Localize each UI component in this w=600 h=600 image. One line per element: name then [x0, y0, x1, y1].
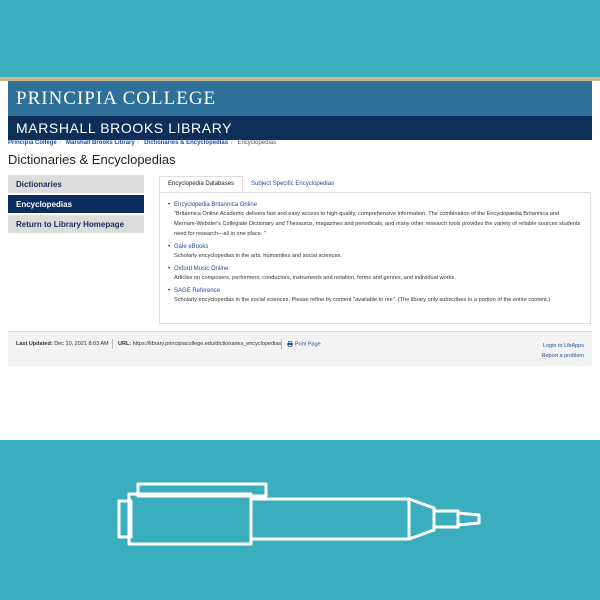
printer-icon	[287, 341, 293, 347]
tab-bar	[159, 176, 342, 192]
side-nav	[8, 175, 144, 235]
divider	[281, 339, 282, 349]
banner	[8, 81, 592, 140]
print-page-label: Print Page	[295, 341, 321, 348]
entry-description: Scholarly encyclopedias in the arts, humanities and social sciences.	[174, 253, 342, 259]
breadcrumb-current: Encyclopedias	[237, 140, 277, 146]
footer	[8, 331, 592, 366]
entry-description: Articles on composers, performers, conductors, instruments and notation, forms and genres, and individual works.	[174, 275, 456, 281]
sidebar-item-encyclopedias[interactable]: Encyclopedias	[8, 195, 144, 213]
page-url	[118, 341, 281, 347]
sidebar-item-return-home[interactable]: Return to Library Homepage	[8, 215, 144, 233]
banner-college[interactable]	[8, 81, 592, 116]
library-name: MARSHALL BROOKS LIBRARY	[16, 120, 233, 136]
link-sage-reference[interactable]: SAGE Reference	[174, 288, 221, 294]
last-updated-value: Dec 10, 2021 8:03 AM	[54, 341, 109, 347]
entry-description: Scholarly encyclopedias in the social sciences. Please refine by content "available to me". (The library only subscribes to a portion of the entire content.)	[174, 297, 551, 303]
last-updated-label: Last Updated:	[16, 341, 53, 347]
pen-icon	[0, 440, 600, 600]
footer-links	[542, 341, 585, 361]
tab-panel	[159, 192, 591, 324]
breadcrumb: Principia College / Marshall Brooks Library / Dictionaries & Encyclopedias / Encyclopedias	[8, 140, 277, 146]
link-gale-ebooks[interactable]: Gale eBooks	[174, 244, 209, 250]
list-item: • SAGE Reference Scholarly encyclopedias in the social sciences. Please refine by content "available to me". (The library only subscribes to a portion of the entire content.)	[174, 287, 582, 305]
last-updated	[16, 341, 109, 347]
print-page-link[interactable]	[287, 341, 321, 347]
breadcrumb-library[interactable]: Marshall Brooks Library	[66, 140, 135, 146]
banner-library[interactable]	[8, 116, 592, 140]
breadcrumb-dictionaries[interactable]: Dictionaries & Encyclopedias	[144, 140, 229, 146]
url-value: https://library.principiacollege.edu/dictionaries_encyclopedias	[132, 341, 282, 347]
link-britannica[interactable]: Encyclopedia Britannica Online	[174, 202, 258, 208]
breadcrumb-principia[interactable]: Principia College	[8, 140, 57, 146]
tab-subject-specific[interactable]: Subject Specific Encyclopedias	[251, 181, 335, 187]
tab-encyclopedia-databases[interactable]: Encyclopedia Databases	[159, 176, 243, 192]
list-item: • Encyclopedia Britannica Online "Britannica Online Academic delivers fast and easy access to high-quality, comprehensive information. The combination of the Encyclopædia Britannica and Merriam-Webster's Collegiate Dictionary and Thesaurus, magazines and periodicals, and many other research tools provides the variety of reliable sources students need for research—all in one place. "	[168, 202, 581, 237]
entry-description: "Britannica Online Academic delivers fast and easy access to high-quality, comprehensive information. The combination of the Encyclopædia Britannica and Merriam-Webster's Collegiate Dictionary and Thesaurus, magazines and periodicals, and many other research tools provides the variety of reliable sources students need for research—all in one place. "	[174, 211, 581, 237]
report-problem-link[interactable]: Report a problem	[541, 353, 584, 359]
link-oxford-music[interactable]: Oxford Music Online	[174, 266, 229, 272]
page-title: Dictionaries & Encyclopedias	[8, 152, 176, 167]
list-item: • Oxford Music Online Articles on composers, performers, conductors, instruments and notation, forms and genres, and individual works.	[174, 265, 582, 283]
library-page	[0, 77, 600, 440]
list-item: • Gale eBooks Scholarly encyclopedias in the arts, humanities and social sciences.	[174, 243, 582, 261]
login-libapps-link[interactable]: Login to LibApps	[543, 343, 584, 349]
url-label: URL:	[118, 341, 132, 347]
college-name: PRINCIPIA COLLEGE	[16, 87, 217, 109]
sidebar-item-dictionaries[interactable]: Dictionaries	[8, 175, 144, 193]
divider	[112, 339, 113, 349]
